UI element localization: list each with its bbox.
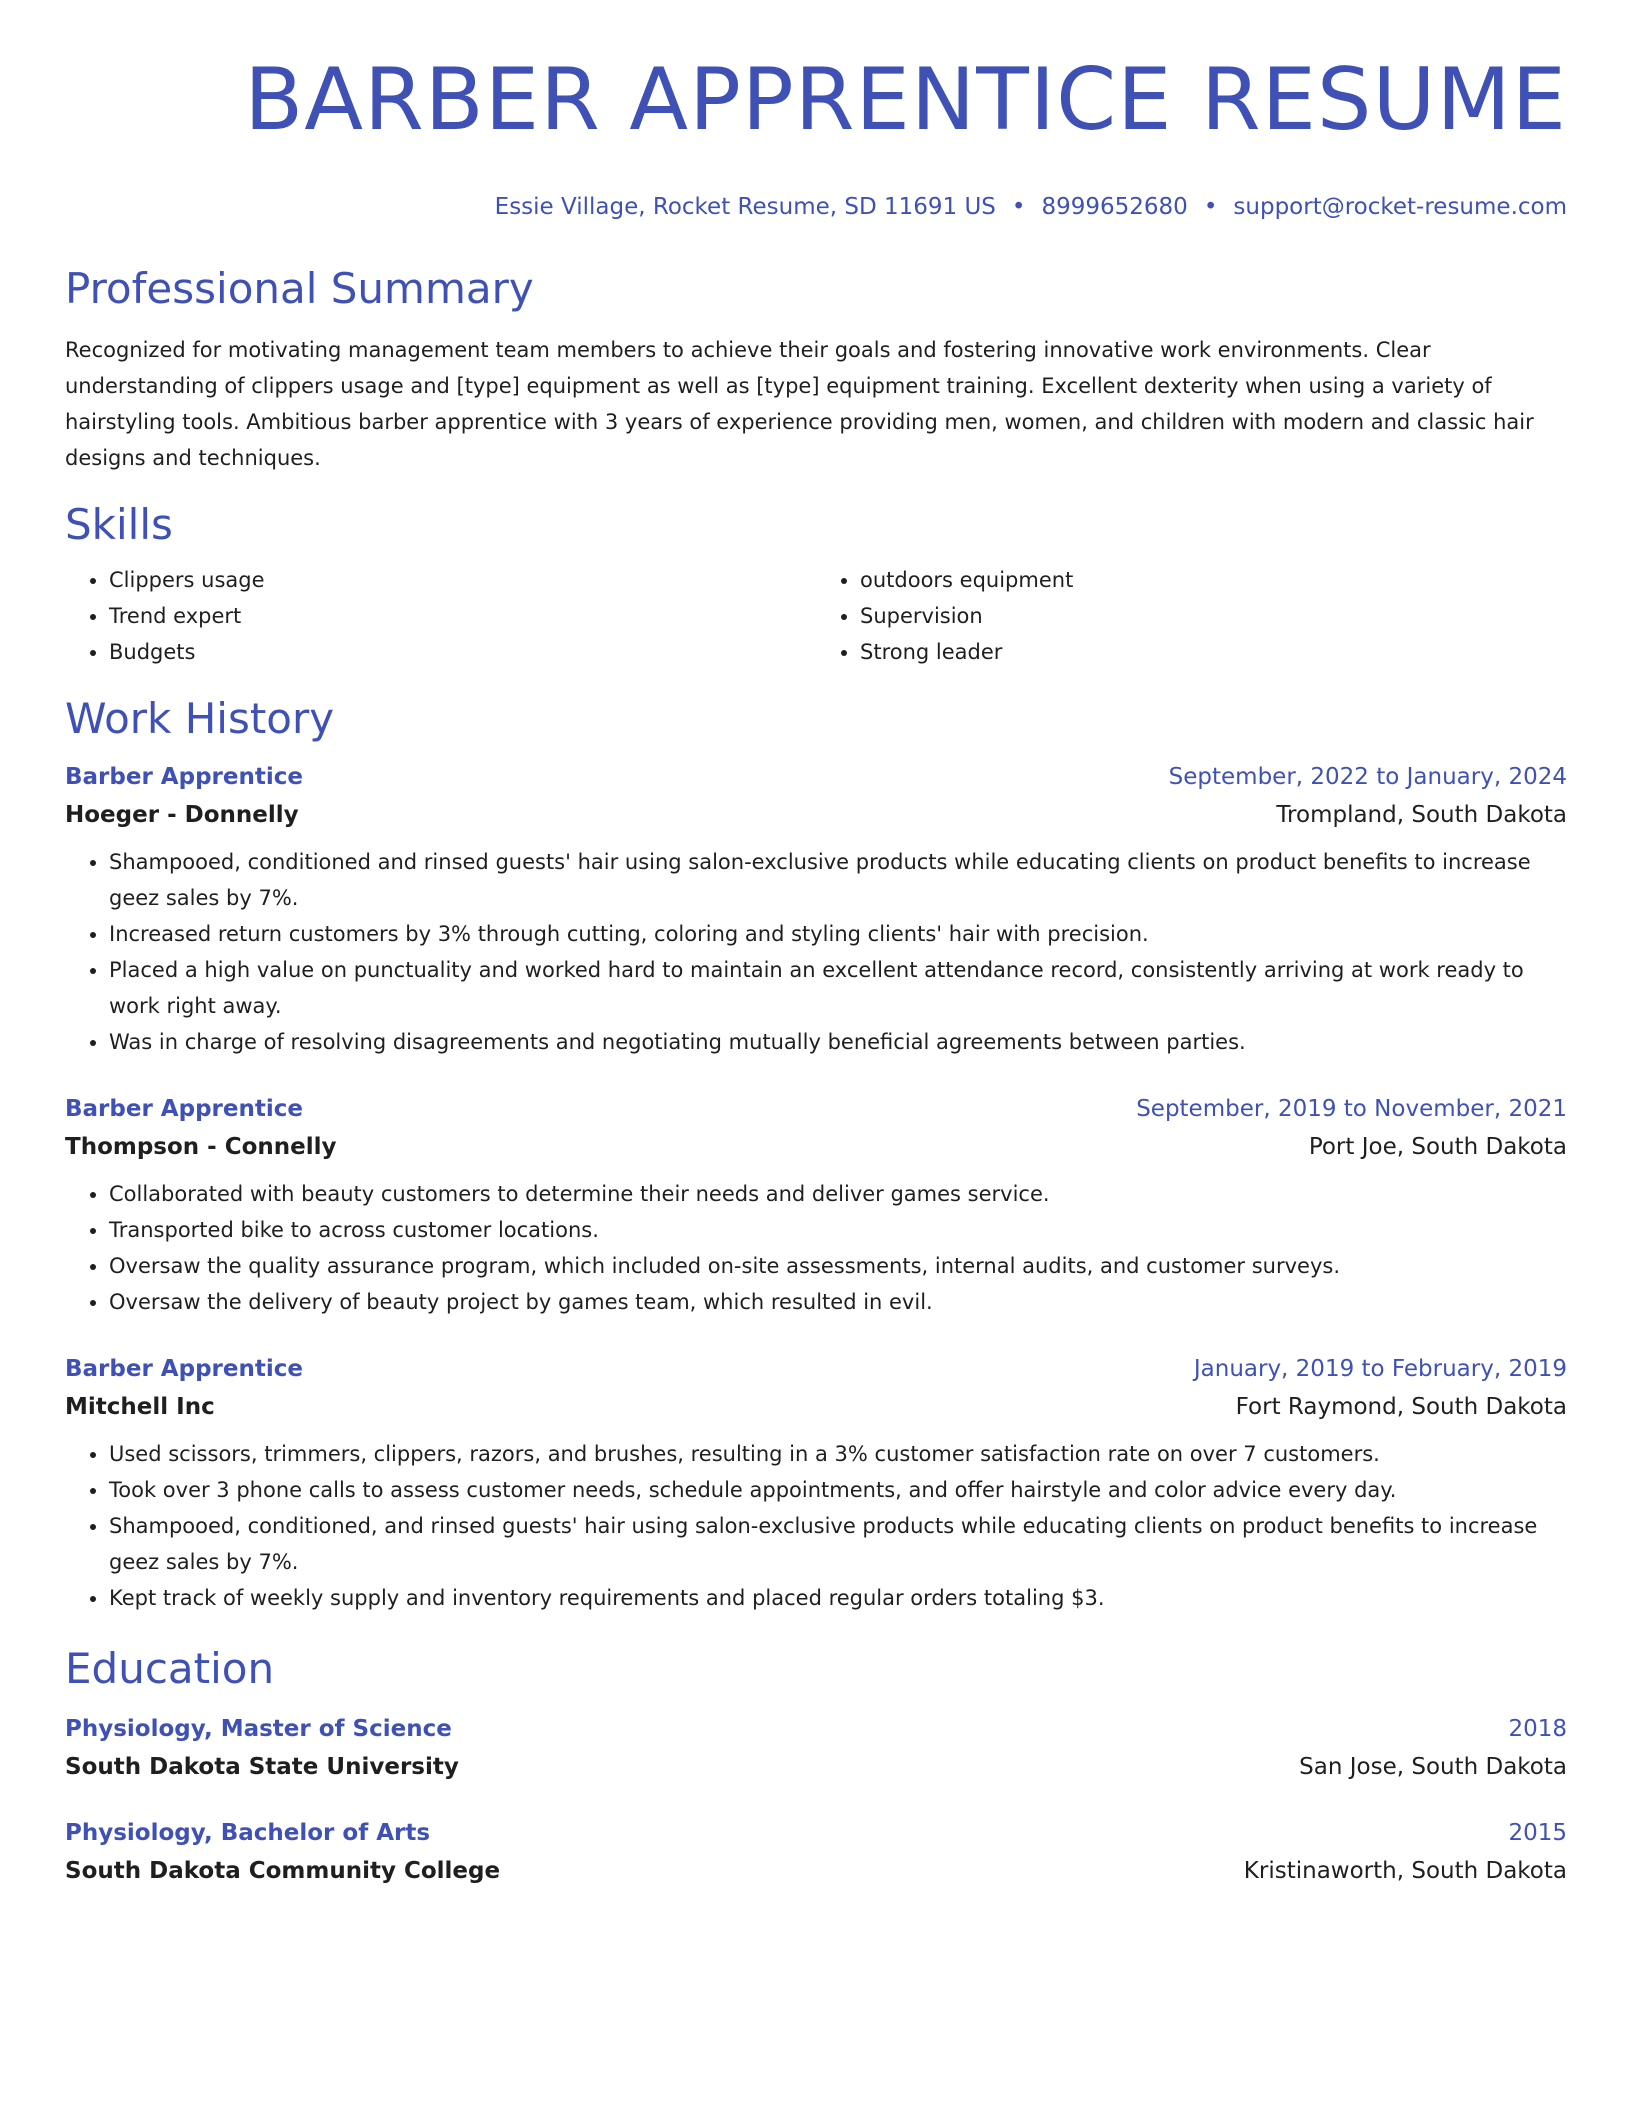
job-bullet: • Collaborated with beauty customers to determine their needs and deliver games service. [109,1176,1567,1212]
education-degree: Physiology, Bachelor of Arts [65,1820,431,1846]
summary-text: Recognized for motivating management team members to achieve their goals and fostering innovative work environments. Clear understanding of clippers usage and [type] equipment as well as [type] equipment training. Excellent dexterity when using a variety of hairstyling tools. Ambitious barber apprentice with 3 years of experience providing men, women, and children with modern and classic hair designs and techniques. [65,338,1534,470]
skill-item: • Budgets [109,634,816,670]
job-bullets [65,1176,1567,1320]
skills-list-left [65,562,816,670]
skill-item: • Strong leader [860,634,1567,670]
education-school-row [65,1852,1567,1890]
job-bullets [65,1436,1567,1616]
contact-address: Essie Village, Rocket Resume, SD 11691 US [494,194,996,220]
job-dates: January, 2019 to February, 2019 [1193,1356,1567,1382]
job-bullet: • Kept track of weekly supply and inventory requirements and placed regular orders totaling $3. [109,1580,1567,1616]
job-location: Port Joe, South Dakota [1308,1134,1567,1160]
job-dates: September, 2019 to November, 2021 [1136,1096,1567,1122]
contact-line [65,192,1567,222]
contact-separator: • [1011,194,1026,220]
job-entry [65,1350,1567,1616]
job-bullet: • Took over 3 phone calls to assess customer needs, schedule appointments, and offer hairstyle and color advice every day. [109,1472,1567,1508]
education-school-row [65,1748,1567,1786]
education-school: South Dakota State University [65,1754,459,1780]
job-company: Thompson - Connelly [65,1134,337,1160]
job-company-row [65,1128,1567,1166]
education-entry [65,1814,1567,1890]
skill-item: • Trend expert [109,598,816,634]
job-bullet: • Oversaw the delivery of beauty project by games team, which resulted in evil. [109,1284,1567,1320]
job-entry [65,758,1567,1060]
job-bullet: • Used scissors, trimmers, clippers, razors, and brushes, resulting in a 3% customer satisfaction rate on over 7 customers. [109,1436,1567,1472]
summary-heading: Professional Summary [65,264,534,313]
skill-item: • Clippers usage [109,562,816,598]
education-degree: Physiology, Master of Science [65,1716,452,1742]
education-heading: Education [65,1644,275,1693]
job-role: Barber Apprentice [65,764,303,790]
work-history-heading: Work History [65,694,335,743]
education-location: San Jose, South Dakota [1299,1754,1567,1780]
skill-item: • outdoors equipment [860,562,1567,598]
contact-separator: • [1203,194,1218,220]
job-dates: September, 2022 to January, 2024 [1168,764,1567,790]
skills-grid [65,562,1567,670]
job-header-row [65,1350,1567,1388]
education-degree-row [65,1710,1567,1748]
contact-email[interactable]: support@rocket-resume.com [1233,194,1567,220]
job-entry [65,1090,1567,1320]
job-header-row [65,1090,1567,1128]
skill-item: • Supervision [860,598,1567,634]
contact-phone: 8999652680 [1041,194,1188,220]
job-bullet: • Shampooed, conditioned, and rinsed guests' hair using salon-exclusive products while educating clients on product benefits to increase geez sales by 7%. [109,1508,1567,1580]
job-bullet: • Oversaw the quality assurance program, which included on-site assessments, internal audits, and customer surveys. [109,1248,1567,1284]
job-company-row [65,1388,1567,1426]
resume-title: BARBER APPRENTICE RESUME [244,50,1567,150]
job-bullets [65,844,1567,1060]
education-school: South Dakota Community College [65,1858,501,1884]
job-bullet: • Was in charge of resolving disagreements and negotiating mutually beneficial agreements between parties. [109,1024,1567,1060]
job-bullet: • Placed a high value on punctuality and worked hard to maintain an excellent attendance record, consistently arriving at work ready to work right away. [109,952,1567,1024]
education-location: Kristinaworth, South Dakota [1243,1858,1567,1884]
job-company: Hoeger - Donnelly [65,802,299,828]
education-year: 2018 [1508,1716,1567,1742]
job-role: Barber Apprentice [65,1096,303,1122]
job-bullet: • Shampooed, conditioned and rinsed guests' hair using salon-exclusive products while educating clients on product benefits to increase geez sales by 7%. [109,844,1567,916]
education-year: 2015 [1508,1820,1567,1846]
job-bullet: • Increased return customers by 3% through cutting, coloring and styling clients' hair with precision. [109,916,1567,952]
job-company-row [65,796,1567,834]
job-bullet: • Transported bike to across customer locations. [109,1212,1567,1248]
skills-heading: Skills [65,500,173,549]
education-entry [65,1710,1567,1786]
job-role: Barber Apprentice [65,1356,303,1382]
skills-list-right [816,562,1567,670]
job-company: Mitchell Inc [65,1394,215,1420]
job-header-row [65,758,1567,796]
job-location: Fort Raymond, South Dakota [1235,1394,1567,1420]
education-degree-row [65,1814,1567,1852]
job-location: Trompland, South Dakota [1276,802,1567,828]
